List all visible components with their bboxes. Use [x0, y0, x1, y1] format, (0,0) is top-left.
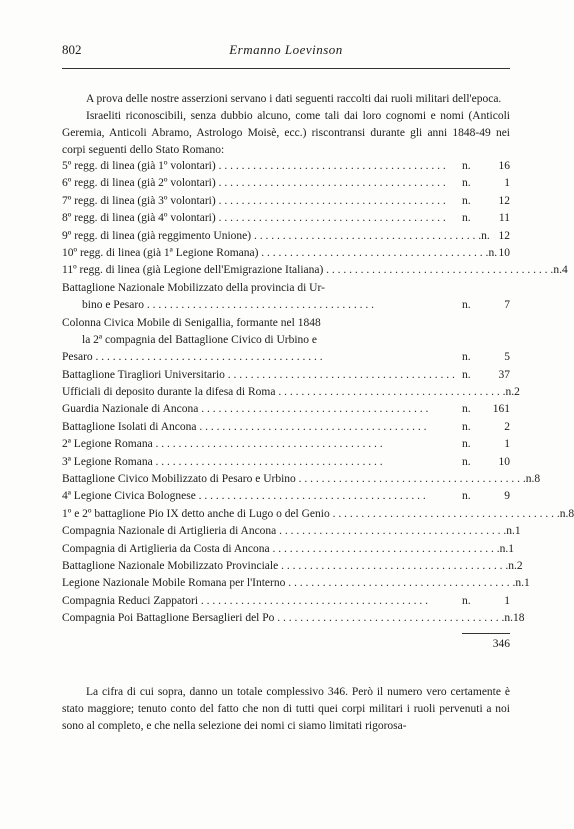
page-header: [62, 42, 510, 64]
list-item-label: 3ª Legione Romana . . . . . . . . . . . . . . . . . . . . . . . . . . . . . . . . . . . . . . . .: [62, 455, 383, 468]
list-item: [62, 507, 574, 525]
list-item: [62, 264, 568, 281]
list-item-abbrev: n.: [462, 490, 471, 503]
list-item-count: 1: [514, 525, 521, 538]
corps-list: [62, 160, 574, 630]
list-item-count: 1: [504, 594, 510, 607]
list-item-label: 8º regg. di linea (già 4º volontari) . . . . . . . . . . . . . . . . . . . . . . . . . . . . . . . . . . . . . . . .: [62, 212, 446, 225]
list-item: [62, 403, 510, 420]
list-item-count: 9: [504, 490, 510, 503]
total-rule-wrap: [62, 633, 510, 634]
list-item: [62, 177, 510, 194]
list-item-count: 12: [498, 229, 510, 242]
total-count: 346: [492, 637, 510, 650]
list-item-count: 10: [498, 246, 510, 259]
list-item-abbrev: n.: [559, 507, 569, 520]
list-item-abbrev: n.: [462, 299, 471, 312]
list-item-abbrev: n.: [515, 577, 524, 590]
list-item-label: Battaglione Nazionale Mobilizzato della provincia di Ur-: [62, 281, 325, 294]
list-item-count: 8: [534, 473, 541, 486]
list-item-abbrev: n.: [462, 177, 471, 190]
list-item-label: Compagnia di Artiglieria da Costa di Ancona . . . . . . . . . . . . . . . . . . . . . . . . . . . . . . . . . . . . . . . .: [62, 542, 500, 555]
list-item-abbrev: n.: [505, 386, 515, 399]
list-item-abbrev: n.: [499, 542, 509, 555]
intro-paragraph-1: A prova delle nostre asserzioni servano i dati seguenti raccolti dai ruoli militari dell'epoca.: [86, 93, 502, 105]
list-item-abbrev: n.: [462, 194, 471, 207]
list-item: [62, 577, 530, 594]
list-item-label: 6º regg. di linea (già 2º volontari) . . . . . . . . . . . . . . . . . . . . . . . . . . . . . . . . . . . . . . . .: [62, 177, 446, 190]
list-item-abbrev: n.: [504, 612, 514, 625]
page-number: 802: [62, 42, 82, 57]
list-item-abbrev: n.: [525, 473, 535, 486]
list-item-count: 12: [498, 194, 510, 207]
list-item: [62, 421, 510, 438]
list-item: [62, 230, 510, 247]
list-item-count: 11: [498, 212, 510, 225]
list-item-abbrev: n.: [553, 264, 562, 277]
list-item: [62, 612, 525, 629]
list-item-count: 7: [504, 299, 510, 312]
list-item-label: 9º regg. di linea (già reggimento Unione) . . . . . . . . . . . . . . . . . . . . . . . . . . . . . . . . . . . . . . . .: [62, 229, 482, 242]
list-item: [62, 334, 510, 351]
list-item-abbrev: n.: [508, 559, 517, 572]
list-item: [62, 456, 510, 473]
list-item-count: 10: [498, 455, 510, 468]
list-item-abbrev: n.: [462, 160, 471, 172]
list-item-label: 1º e 2º battaglione Pio IX detto anche di Lugo o del Genio . . . . . . . . . . . . . . . . . . . . . . . . . . . . . . . . . . . . . . . .: [62, 507, 560, 520]
total-rule: [462, 633, 510, 634]
list-item: [62, 282, 510, 299]
list-item: [62, 542, 514, 560]
list-item-abbrev: n.: [462, 455, 471, 468]
list-item-count: 8: [568, 507, 574, 520]
list-item-count: 18: [513, 612, 525, 625]
list-item-label: la 2ª compagnia del Battaglione Civico di Urbino e: [82, 333, 318, 346]
list-item-count: 1: [504, 438, 510, 451]
list-item-abbrev: n.: [462, 403, 471, 416]
list-item-count: 1: [524, 577, 530, 590]
header-rule: [62, 68, 510, 69]
list-item-count: 161: [492, 403, 510, 416]
list-item: [62, 386, 520, 403]
list-item-abbrev: n.: [462, 368, 471, 381]
list-item-abbrev: n.: [462, 594, 471, 607]
list-item-abbrev: n.: [481, 229, 490, 242]
list-item-label: 10º regg. di linea (già 1ª Legione Romana) . . . . . . . . . . . . . . . . . . . . . . . . . . . . . . . . . . . . . . . .: [62, 246, 489, 259]
list-item-label: Compagnia Reduci Zappatori . . . . . . . . . . . . . . . . . . . . . . . . . . . . . . . . . . . . . . . .: [62, 594, 429, 607]
list-item-abbrev: n.: [462, 351, 471, 364]
list-item-count: 16: [498, 160, 510, 172]
list-item-label: Ufficiali di deposito durante la difesa di Roma . . . . . . . . . . . . . . . . . . . . . . . . . . . . . . . . . . . . . . . .: [62, 386, 506, 399]
list-item: [62, 299, 510, 316]
list-item: [62, 559, 523, 577]
list-item: [62, 160, 510, 177]
list-item: [62, 369, 510, 386]
list-item-label: Compagnia Poi Battaglione Bersaglieri del Po . . . . . . . . . . . . . . . . . . . . . . . . . . . . . . . . . . . . . . . .: [62, 612, 505, 625]
list-item: [62, 317, 510, 334]
list-item-count: 2: [516, 559, 523, 572]
list-item-label: 2ª Legione Romana . . . . . . . . . . . . . . . . . . . . . . . . . . . . . . . . . . . . . . . .: [62, 438, 383, 451]
list-item-label: Guardia Nazionale di Ancona . . . . . . . . . . . . . . . . . . . . . . . . . . . . . . . . . . . . . . . .: [62, 403, 429, 416]
list-item-abbrev: n.: [462, 438, 471, 451]
list-item-label: 4ª Legione Civica Bolognese . . . . . . . . . . . . . . . . . . . . . . . . . . . . . . . . . . . . . . . .: [62, 490, 426, 503]
list-item: [62, 438, 510, 455]
list-item-label: Battaglione Tiragliori Universitario . . . . . . . . . . . . . . . . . . . . . . . . . . . . . . . . . . . . . . . .: [62, 368, 455, 381]
list-item: [62, 595, 510, 612]
list-item-label: Battaglione Civico Mobilizzato di Pesaro e Urbino . . . . . . . . . . . . . . . . . . . . . . . . . . . . . . . . . . . . . . . .: [62, 473, 526, 486]
list-item-label: Battaglione Isolati di Ancona . . . . . . . . . . . . . . . . . . . . . . . . . . . . . . . . . . . . . . . .: [62, 420, 427, 433]
list-item-count: 1: [508, 542, 514, 555]
closing-paragraph: La cifra di cui sopra, danno un totale complessivo 346. Però il numero vero certamente è stato maggiore; tenuto conto del fatto che non di tutti quei corpi militari i ruoli pervenuti a noi sono al completo, e che nella selezione dei nomi ci siamo limitati rigorosa-: [62, 685, 510, 732]
list-item: [62, 351, 510, 368]
list-item-label: bino e Pesaro . . . . . . . . . . . . . . . . . . . . . . . . . . . . . . . . . . . . . . . .: [82, 299, 374, 312]
list-item: [62, 212, 510, 229]
list-item-count: 2: [504, 420, 510, 433]
list-item-count: 37: [498, 368, 510, 381]
list-item-label: Colonna Civica Mobile di Senigallia, formante nel 1848: [62, 316, 321, 329]
list-item: [62, 525, 521, 542]
list-item-label: Legione Nazionale Mobile Romana per l'Interno . . . . . . . . . . . . . . . . . . . . . . . . . . . . . . . . . . . . . . . .: [62, 577, 516, 590]
list-item: [62, 247, 510, 264]
list-item-abbrev: n.: [462, 212, 471, 225]
list-item: [62, 473, 541, 490]
list-item-abbrev: n.: [488, 246, 498, 259]
list-item-count: 4: [561, 264, 568, 277]
intro-paragraph-2: Israeliti riconoscibili, senza dubbio alcuno, come tali dai loro cognomi e nomi (Anticoli Geremia, Anticoli Abramo, Astrologo Moisè, ecc.) riscontransi durante gli anni 1848-49 nei corpi seguenti dello Stato Romano:: [62, 110, 510, 156]
list-item-count: 1: [504, 177, 510, 190]
list-item: [62, 490, 510, 507]
list-item-count: 5: [504, 351, 510, 364]
list-item: [62, 195, 510, 212]
list-item-label: 11º regg. di linea (già Legione dell'Emigrazione Italiana) . . . . . . . . . . . . . . . . . . . . . . . . . . . . . . . . . . . . . . . .: [62, 264, 554, 277]
list-item-label: 7º regg. di linea (già 3º volontari) . . . . . . . . . . . . . . . . . . . . . . . . . . . . . . . . . . . . . . . .: [62, 194, 446, 207]
list-item-count: 2: [514, 386, 520, 399]
list-item-label: 5º regg. di linea (già 1º volontari) . . . . . . . . . . . . . . . . . . . . . . . . . . . . . . . . . . . . . . . .: [62, 160, 446, 172]
list-item-abbrev: n.: [506, 525, 515, 538]
list-item-label: Battaglione Nazionale Mobilizzato Provinciale . . . . . . . . . . . . . . . . . . . . . . . . . . . . . . . . . . . . . . . .: [62, 559, 509, 572]
list-item-label: Pesaro . . . . . . . . . . . . . . . . . . . . . . . . . . . . . . . . . . . . . . . .: [62, 351, 323, 364]
list-item-label: Compagnia Nazionale di Artiglieria di Ancona . . . . . . . . . . . . . . . . . . . . . . . . . . . . . . . . . . . . . . . .: [62, 525, 507, 538]
running-title: Ermanno Loevinson: [229, 42, 343, 57]
list-item-abbrev: n.: [462, 420, 471, 433]
